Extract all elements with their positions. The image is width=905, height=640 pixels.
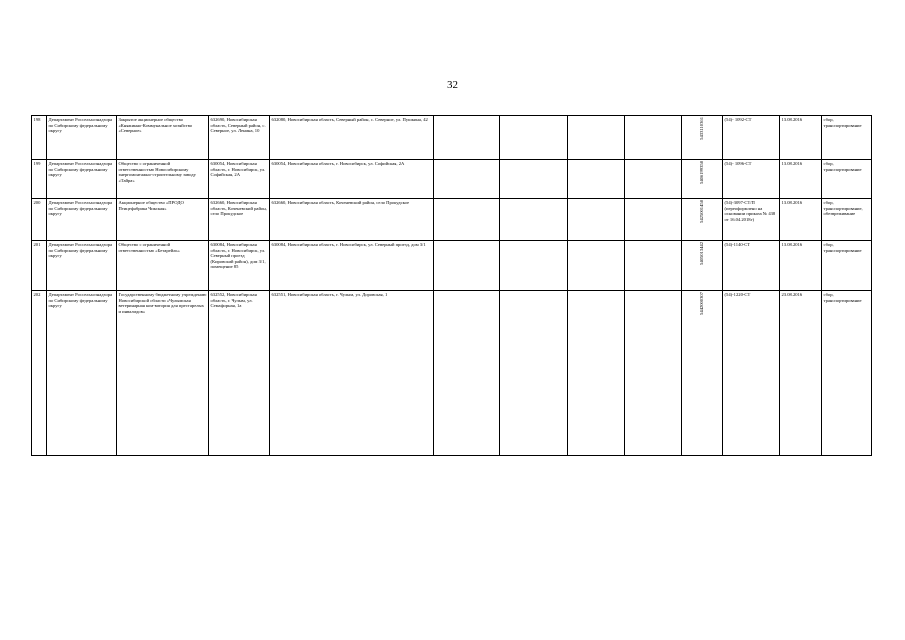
- organization-cell: [117, 116, 209, 160]
- certificate-cell: [723, 291, 780, 456]
- inn-cell: [682, 291, 723, 456]
- inn-text: 5442000307: [699, 292, 705, 315]
- table-row: [32, 241, 872, 291]
- table-row: [32, 116, 872, 160]
- date-text: 13.08.2016: [781, 161, 803, 166]
- authority-cell: [47, 291, 117, 456]
- site-address-cell: [270, 291, 434, 456]
- legal-addr-text: 632552, Новосибирская область, г. Чулым, ул. Семафорная, 1а: [210, 292, 257, 309]
- cert-text: (54)- 1092-СТ: [724, 117, 752, 122]
- authority-text: Департамент Россельхознадзора по Сибирскому федеральному округу: [48, 292, 113, 309]
- legal-address-cell: [209, 160, 270, 199]
- site-addr-text: 632660, Новосибирская область, Коченевский район, село Прокудское: [271, 200, 410, 205]
- org-text: Закрытое акционерное общество «Княжинно-Коммунальное хозяйство «Северное»: [118, 117, 193, 134]
- page-number: 32: [447, 79, 458, 91]
- inn-cell: [682, 160, 723, 199]
- table-row: [32, 160, 872, 199]
- n-text: 202: [33, 292, 41, 297]
- organization-cell: [117, 199, 209, 241]
- empty-cell: [434, 241, 500, 291]
- date-text: 23.08.2016: [781, 292, 803, 297]
- date-cell: [780, 241, 822, 291]
- empty-cell: [568, 241, 625, 291]
- inn-text: 5433110361: [699, 117, 705, 140]
- row-number-cell: [32, 116, 47, 160]
- empty-cell: [500, 116, 568, 160]
- inn-text: 5406199358: [699, 161, 705, 184]
- scope-cell: [822, 116, 872, 160]
- row-number-cell: [32, 160, 47, 199]
- legal-address-cell: [209, 291, 270, 456]
- row-number-cell: [32, 291, 47, 456]
- empty-cell: [500, 291, 568, 456]
- empty-cell: [625, 199, 682, 241]
- organization-cell: [117, 241, 209, 291]
- date-text: 13.08.2016: [781, 200, 803, 205]
- legal-address-cell: [209, 241, 270, 291]
- scope-cell: [822, 241, 872, 291]
- authority-cell: [47, 116, 117, 160]
- empty-cell: [434, 291, 500, 456]
- empty-cell: [500, 241, 568, 291]
- certificate-cell: [723, 160, 780, 199]
- empty-cell: [434, 199, 500, 241]
- authority-text: Департамент Россельхознадзора по Сибирскому федеральному округу: [48, 161, 113, 178]
- license-registry-table: [31, 115, 872, 456]
- inn-text: 5405013442: [699, 242, 705, 265]
- legal-address-cell: [209, 199, 270, 241]
- legal-addr-text: 630054, Новосибирская область, г. Новосибирск, ул. Софийская, 2А: [210, 161, 266, 178]
- organization-cell: [117, 160, 209, 199]
- site-addr-text: 630054, Новосибирская область, г. Новосибирск, ул. Софийская, 2А: [271, 161, 405, 166]
- date-cell: [780, 160, 822, 199]
- n-text: 200: [33, 200, 41, 205]
- row-number-cell: [32, 199, 47, 241]
- empty-cell: [625, 116, 682, 160]
- scope-text: сбор, транспортирование: [823, 242, 862, 253]
- organization-cell: [117, 291, 209, 456]
- authority-cell: [47, 160, 117, 199]
- site-addr-text: 632551, Новосибирская область, г. Чулым, ул. Доровская, 1: [271, 292, 388, 297]
- org-text: Общество с ограниченной ответственностью «Бетарейль»: [118, 242, 180, 253]
- org-text: Общество с ограниченной ответственностью Новосибирскому энергомонтажно-строительному заводу «Тайра»: [118, 161, 196, 183]
- empty-cell: [568, 291, 625, 456]
- certificate-cell: [723, 241, 780, 291]
- table-row: [32, 199, 872, 241]
- empty-cell: [568, 199, 625, 241]
- scope-cell: [822, 291, 872, 456]
- date-cell: [780, 199, 822, 241]
- inn-cell: [682, 199, 723, 241]
- empty-cell: [500, 199, 568, 241]
- cert-text: (54)-1220-СТ: [724, 292, 751, 297]
- date-text: 13.08.2016: [781, 242, 803, 247]
- site-addr-text: 630084, Новосибирская область, г. Новосибирск, ул. Северный проезд, дом 3/1: [271, 242, 426, 247]
- certificate-cell: [723, 116, 780, 160]
- site-address-cell: [270, 199, 434, 241]
- legal-addr-text: 632690, Новосибирская область, Северный район, с. Северное, ул. Ленина, 10: [210, 117, 266, 134]
- authority-text: Департамент Россельхознадзора по Сибирскому федеральному округу: [48, 242, 113, 259]
- table-row: [32, 291, 872, 456]
- site-addr-text: 632080, Новосибирская область, Северный район, с. Северное, ул. Пушкина, 42: [271, 117, 428, 122]
- date-text: 13.08.2016: [781, 117, 803, 122]
- empty-cell: [434, 116, 500, 160]
- n-text: 201: [33, 242, 41, 247]
- empty-cell: [568, 116, 625, 160]
- scope-cell: [822, 199, 872, 241]
- scope-text: сбор, транспортирование: [823, 117, 862, 128]
- date-cell: [780, 291, 822, 456]
- site-address-cell: [270, 116, 434, 160]
- scope-cell: [822, 160, 872, 199]
- empty-cell: [500, 160, 568, 199]
- legal-address-cell: [209, 116, 270, 160]
- certificate-cell: [723, 199, 780, 241]
- date-cell: [780, 116, 822, 160]
- site-address-cell: [270, 160, 434, 199]
- org-text: Государственному бюджетному учреждению Новосибирской области «Чулымская ветеринарная ком-ватория для престарелых и инвалидов»: [118, 292, 207, 314]
- empty-cell: [625, 160, 682, 199]
- inn-text: 5425001458: [699, 200, 705, 223]
- authority-text: Департамент Россельхознадзора по Сибирскому федеральному округу: [48, 117, 113, 134]
- org-text: Акционерное общество «ПРОДО Птицефабрика Чикская»: [118, 200, 184, 211]
- empty-cell: [625, 241, 682, 291]
- authority-cell: [47, 199, 117, 241]
- scope-text: сбор, транспортирование: [823, 161, 862, 172]
- cert-text: (54)- 1096-СТ: [724, 161, 752, 166]
- authority-cell: [47, 241, 117, 291]
- n-text: 198: [33, 117, 41, 122]
- authority-text: Департамент Россельхознадзора по Сибирскому федеральному округу: [48, 200, 113, 217]
- cert-text: (54)-1140-СТ: [724, 242, 751, 247]
- row-number-cell: [32, 241, 47, 291]
- legal-addr-text: 630084, Новосибирская область, г. Новосибирск, ул. Северный проезд (Кировский район), дом 3/1, помещение 85: [210, 242, 266, 270]
- empty-cell: [568, 160, 625, 199]
- inn-cell: [682, 241, 723, 291]
- inn-cell: [682, 116, 723, 160]
- scope-text: сбор, транспортирование: [823, 292, 862, 303]
- n-text: 199: [33, 161, 41, 166]
- legal-addr-text: 632660, Новосибирская область, Коченевский район, село Прокудское: [210, 200, 267, 217]
- site-address-cell: [270, 241, 434, 291]
- empty-cell: [625, 291, 682, 456]
- cert-text: (54)-3097-СТ/П (переоформлено на основании приказа № 438 от 16.04.2018г): [724, 200, 776, 222]
- scope-text: сбор, транспортирование, обезвреживание: [823, 200, 863, 217]
- empty-cell: [434, 160, 500, 199]
